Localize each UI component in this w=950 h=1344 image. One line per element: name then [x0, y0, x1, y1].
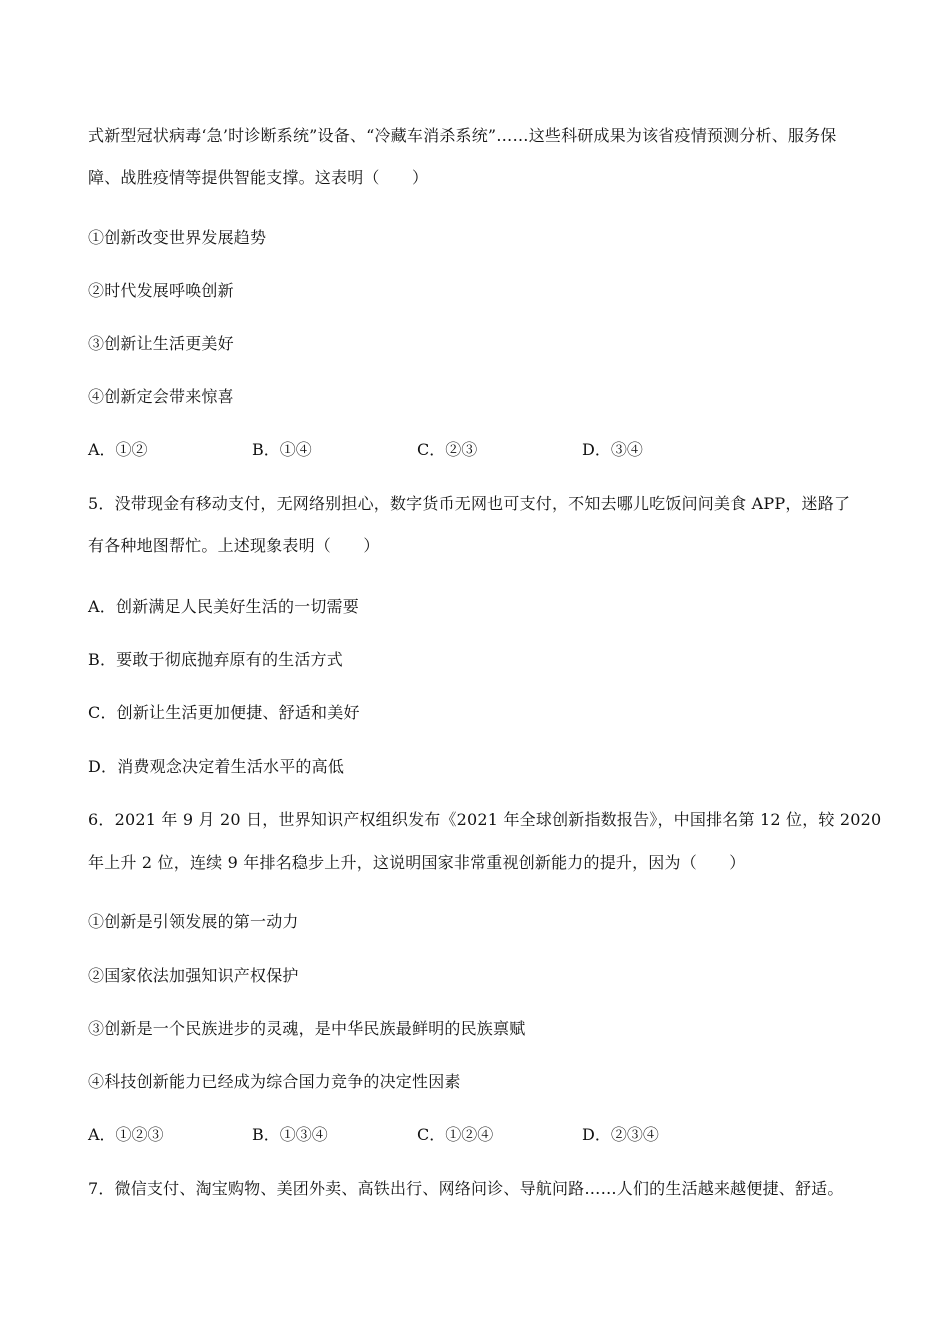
q4-statement-2: ②时代发展呼唤创新	[88, 281, 234, 300]
q5-option-d: D．消费观念决定着生活水平的高低	[88, 757, 345, 776]
q4-option-a: A．①②	[88, 440, 148, 459]
q4-statement-1: ①创新改变世界发展趋势	[88, 228, 267, 247]
q6-statement-1: ①创新是引领发展的第一动力	[88, 912, 299, 931]
q6-option-a: A．①②③	[88, 1125, 164, 1144]
q7-stem-line-1: 7．微信支付、淘宝购物、美团外卖、高铁出行、网络问诊、导航问路……人们的生活越来越便捷、舒适。	[88, 1179, 844, 1198]
q5-option-b: B．要敢于彻底抛弃原有的生活方式	[88, 650, 343, 669]
q5-option-c: C．创新让生活更加便捷、舒适和美好	[88, 703, 360, 722]
q4-stem-line-2: 障、战胜疫情等提供智能支撑。这表明（ ）	[88, 168, 429, 187]
q6-stem-line-2: 年上升 2 位，连续 9 年排名稳步上升，这说明国家非常重视创新能力的提升，因为（ ）	[88, 853, 746, 872]
q5-option-a: A．创新满足人民美好生活的一切需要	[88, 597, 359, 616]
q5-stem-line-1: 5．没带现金有移动支付，无网络别担心，数字货币无网也可支付，不知去哪儿吃饭问问美食 APP，迷路了	[88, 494, 851, 513]
q6-statement-2: ②国家依法加强知识产权保护	[88, 966, 299, 985]
q4-statement-4: ④创新定会带来惊喜	[88, 387, 234, 406]
q4-options	[88, 440, 868, 460]
q6-statement-3: ③创新是一个民族进步的灵魂，是中华民族最鲜明的民族禀赋	[88, 1019, 526, 1038]
q4-statement-3: ③创新让生活更美好	[88, 334, 234, 353]
q6-options	[88, 1125, 868, 1145]
q6-statement-4: ④科技创新能力已经成为综合国力竞争的决定性因素	[88, 1072, 461, 1091]
q4-option-c: C．②③	[417, 440, 478, 459]
q4-stem-line-1: 式新型冠状病毒‘急’时诊断系统”设备、“冷藏车消杀系统”……这些科研成果为该省疫情预测分析、服务保	[88, 126, 837, 145]
q6-option-b: B．①③④	[252, 1125, 328, 1144]
q6-option-c: C．①②④	[417, 1125, 494, 1144]
q5-stem-line-2: 有各种地图帮忙。上述现象表明（ ）	[88, 536, 380, 555]
q4-option-b: B．①④	[252, 440, 312, 459]
q4-option-d: D．③④	[582, 440, 643, 459]
q6-option-d: D．②③④	[582, 1125, 659, 1144]
q6-stem-line-1: 6．2021 年 9 月 20 日，世界知识产权组织发布《2021 年全球创新指数报告》，中国排名第 12 位，较 2020	[88, 810, 882, 829]
